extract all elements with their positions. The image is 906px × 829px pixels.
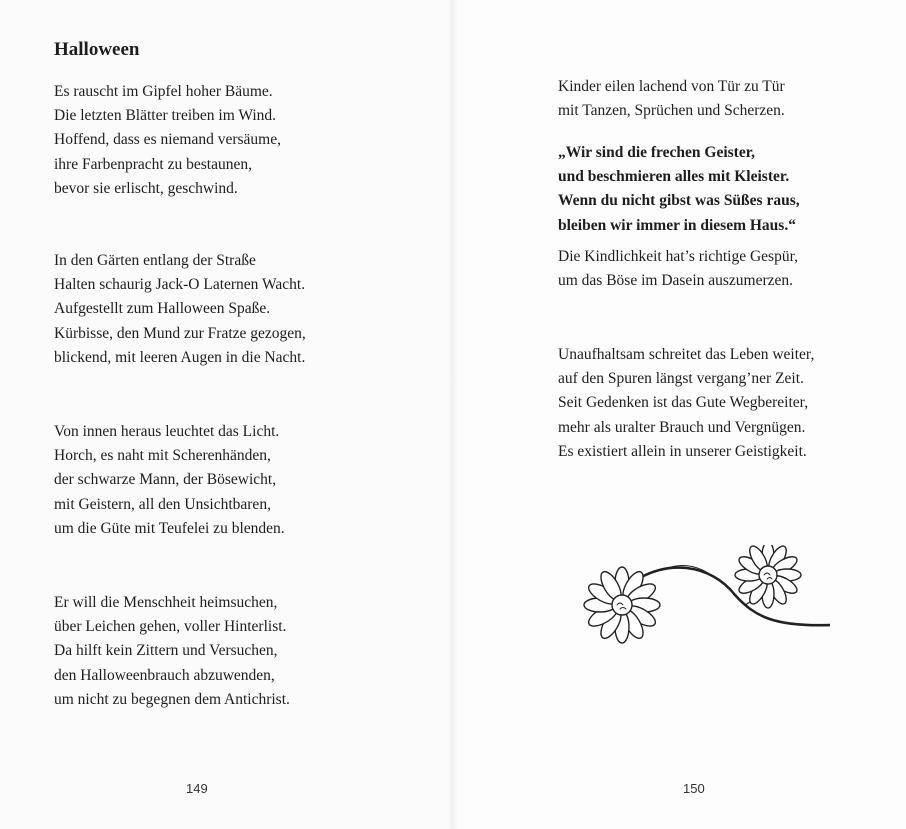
poem-line: den Halloweenbrauch abzuwenden,	[54, 666, 275, 684]
poem-line: bleiben wir immer in diesem Haus.“	[558, 216, 796, 234]
poem-line: Es rauscht im Gipfel hoher Bäume.	[54, 83, 273, 100]
page-number-left: 149	[186, 781, 208, 796]
stanza-4	[54, 591, 290, 712]
stanza-6-chant	[558, 141, 800, 238]
poem-line: mit Geistern, all den Unsichtbaren,	[54, 495, 271, 513]
stanza-5	[558, 75, 785, 123]
poem-line: ihre Farbenpracht zu bestaunen,	[54, 155, 252, 173]
poem-line: Seit Gedenken ist das Gute Wegbereiter,	[558, 394, 809, 412]
book-gutter	[448, 0, 458, 829]
poem-line: blickend, mit leeren Augen in die Nacht.	[54, 348, 306, 366]
poem-line: mehr als uralter Brauch und Vergnügen.	[558, 418, 806, 436]
poem-line: über Leichen gehen, voller Hinterlist.	[54, 618, 287, 636]
poem-line: Aufgestellt zum Halloween Spaße.	[54, 300, 271, 318]
poem-line: und beschmieren alles mit Kleister.	[558, 168, 790, 186]
poem-line: Wenn du nicht gibst was Süßes raus,	[558, 192, 800, 210]
poem-line: um nicht zu begegnen dem Antichrist.	[54, 690, 290, 708]
poem-line: In den Gärten entlang der Straße	[54, 252, 256, 269]
poem-line: Halten schaurig Jack-O Laternen Wacht.	[54, 276, 306, 294]
right-page	[453, 0, 906, 829]
stanza-8	[558, 343, 814, 464]
poem-line: Die Kindlichkeit hat’s richtige Gespür,	[558, 248, 799, 265]
daisy-flowers-vine-icon	[570, 545, 830, 660]
poem-line: „Wir sind die frechen Geister,	[558, 144, 756, 161]
poem-line: Da hilft kein Zittern und Versuchen,	[54, 642, 278, 660]
poem-line: um das Böse im Dasein auszumerzen.	[558, 272, 794, 290]
poem-line: Hoffend, dass es niemand versäume,	[54, 131, 281, 149]
poem-line: Er will die Menschheit heimsuchen,	[54, 594, 278, 611]
poem-line: Unaufhaltsam schreitet das Leben weiter,	[558, 346, 815, 363]
stanza-1	[54, 80, 281, 201]
poem-line: auf den Spuren längst vergang’ner Zeit.	[558, 370, 804, 388]
poem-line: bevor sie erlischt, geschwind.	[54, 179, 238, 197]
stanza-3	[54, 420, 285, 541]
poem-line: Von innen heraus leuchtet das Licht.	[54, 423, 280, 440]
poem-line: Kinder eilen lachend von Tür zu Tür	[558, 78, 785, 95]
poem-title: Halloween	[54, 39, 140, 60]
page-number-right: 150	[683, 781, 705, 796]
poem-line: um die Güte mit Teufelei zu blenden.	[54, 519, 285, 537]
stanza-7	[558, 245, 798, 293]
poem-line: Es existiert allein in unserer Geistigkeit.	[558, 442, 807, 460]
poem-line: Die letzten Blätter treiben im Wind.	[54, 107, 277, 125]
stanza-2	[54, 249, 306, 370]
poem-line: mit Tanzen, Sprüchen und Scherzen.	[558, 102, 785, 120]
poem-line: der schwarze Mann, der Bösewicht,	[54, 471, 277, 489]
poem-line: Kürbisse, den Mund zur Fratze gezogen,	[54, 324, 306, 342]
poem-line: Horch, es naht mit Scherenhänden,	[54, 447, 271, 465]
